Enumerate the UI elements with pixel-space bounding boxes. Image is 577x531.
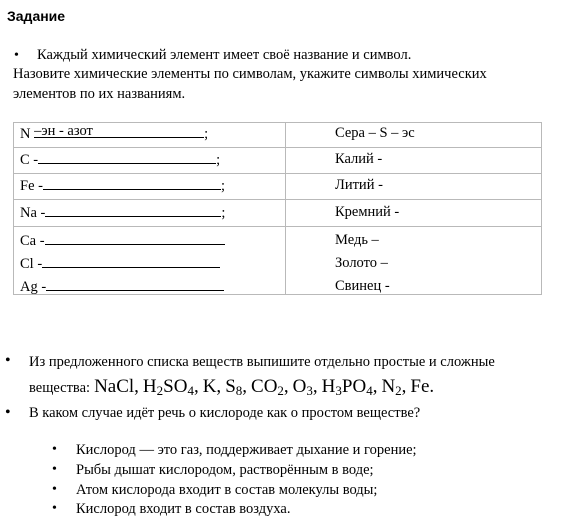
formula-nacl: NaCl,: [94, 376, 139, 397]
cell-prefix: N: [20, 126, 31, 142]
cell-suffix: ;: [220, 178, 225, 194]
answer-line[interactable]: [45, 232, 225, 245]
table-cell-svinets: Свинец -: [335, 278, 390, 294]
option-2: Рыбы дышат кислородом, растворённым в воде;: [76, 462, 374, 478]
answer-line[interactable]: [34, 125, 204, 138]
formula-fe: Fe.: [410, 376, 435, 397]
bullet-icon: •: [52, 462, 57, 477]
table-row-divider: [14, 173, 541, 174]
answer-line[interactable]: [45, 204, 221, 217]
table-cell-zoloto: Золото –: [335, 255, 388, 271]
task1-line2: Назовите химические элементы по символам, укажите символы химических: [13, 66, 487, 82]
task1-line3: элементов по их названиям.: [13, 86, 186, 102]
table-cell-na: [20, 204, 225, 222]
table-divider: [285, 123, 286, 294]
task1-line1: Каждый химический элемент имеет своё название и символ.: [37, 47, 412, 63]
cell-suffix: ;: [221, 205, 226, 221]
table-cell-c: [20, 151, 220, 169]
bullet-icon: •: [5, 352, 11, 369]
task2-prefix: вещества:: [29, 380, 91, 396]
bullet-icon: •: [52, 501, 57, 516]
table-cell-sera: Сера – S – эс: [335, 125, 415, 141]
cell-suffix: ;: [216, 152, 221, 168]
table-cell-cl: [20, 255, 220, 273]
formula-h2so4: $H_2SO_4$,: [142, 376, 199, 398]
table-cell-kremniy: Кремний -: [335, 204, 400, 220]
formula-n2: $N_2$,: [381, 376, 407, 398]
table-row-divider: [14, 147, 541, 148]
table-cell-fe: [20, 177, 225, 195]
table-cell-ca: [20, 232, 225, 250]
option-4: Кислород входит в состав воздуха.: [76, 501, 291, 517]
table-cell-litiy: Литий -: [335, 177, 383, 193]
table-cell-med: Медь –: [335, 232, 379, 248]
task2-line1: Из предложенного списка веществ выпишите отдельно простые и сложные: [29, 354, 495, 370]
formula-s8: $S_8$,: [225, 376, 248, 398]
table-row-divider: [14, 226, 541, 227]
cell-prefix: Na -: [20, 205, 46, 221]
cell-prefix: Ag -: [20, 279, 47, 295]
answer-line[interactable]: [42, 255, 220, 268]
bullet-icon: •: [52, 482, 57, 497]
elements-table: [13, 122, 542, 295]
answer-line[interactable]: [38, 151, 216, 164]
cell-answer: –эн - азот: [34, 123, 93, 139]
task2-line2: [29, 376, 434, 398]
formula-h3po4: $H_3PO_4$,: [321, 376, 378, 398]
formula-o3: $O_3$,: [292, 376, 318, 398]
bullet-icon: •: [14, 48, 19, 63]
table-cell-kaliy: Калий -: [335, 151, 383, 167]
table-row-divider: [14, 199, 541, 200]
formula-k: K,: [202, 376, 222, 397]
bullet-icon: •: [5, 404, 11, 421]
option-3: Атом кислорода входит в состав молекулы воды;: [76, 482, 378, 498]
cell-prefix: Ca -: [20, 233, 45, 249]
table-cell-ag: [20, 278, 224, 296]
answer-line[interactable]: [43, 177, 221, 190]
formula-co2: $CO_2$,: [251, 376, 289, 398]
table-cell-n: [20, 125, 208, 143]
cell-prefix: Fe -: [20, 178, 43, 194]
option-1: Кислород — это газ, поддерживает дыхание и горение;: [76, 442, 417, 458]
answer-line[interactable]: [46, 278, 224, 291]
bullet-icon: •: [52, 442, 57, 457]
task3-line: В каком случае идёт речь о кислороде как о простом веществе?: [29, 405, 421, 421]
cell-prefix: C -: [20, 152, 39, 168]
cell-suffix: ;: [204, 126, 209, 142]
page-title: Задание: [7, 8, 66, 24]
cell-prefix: Cl -: [20, 256, 43, 272]
